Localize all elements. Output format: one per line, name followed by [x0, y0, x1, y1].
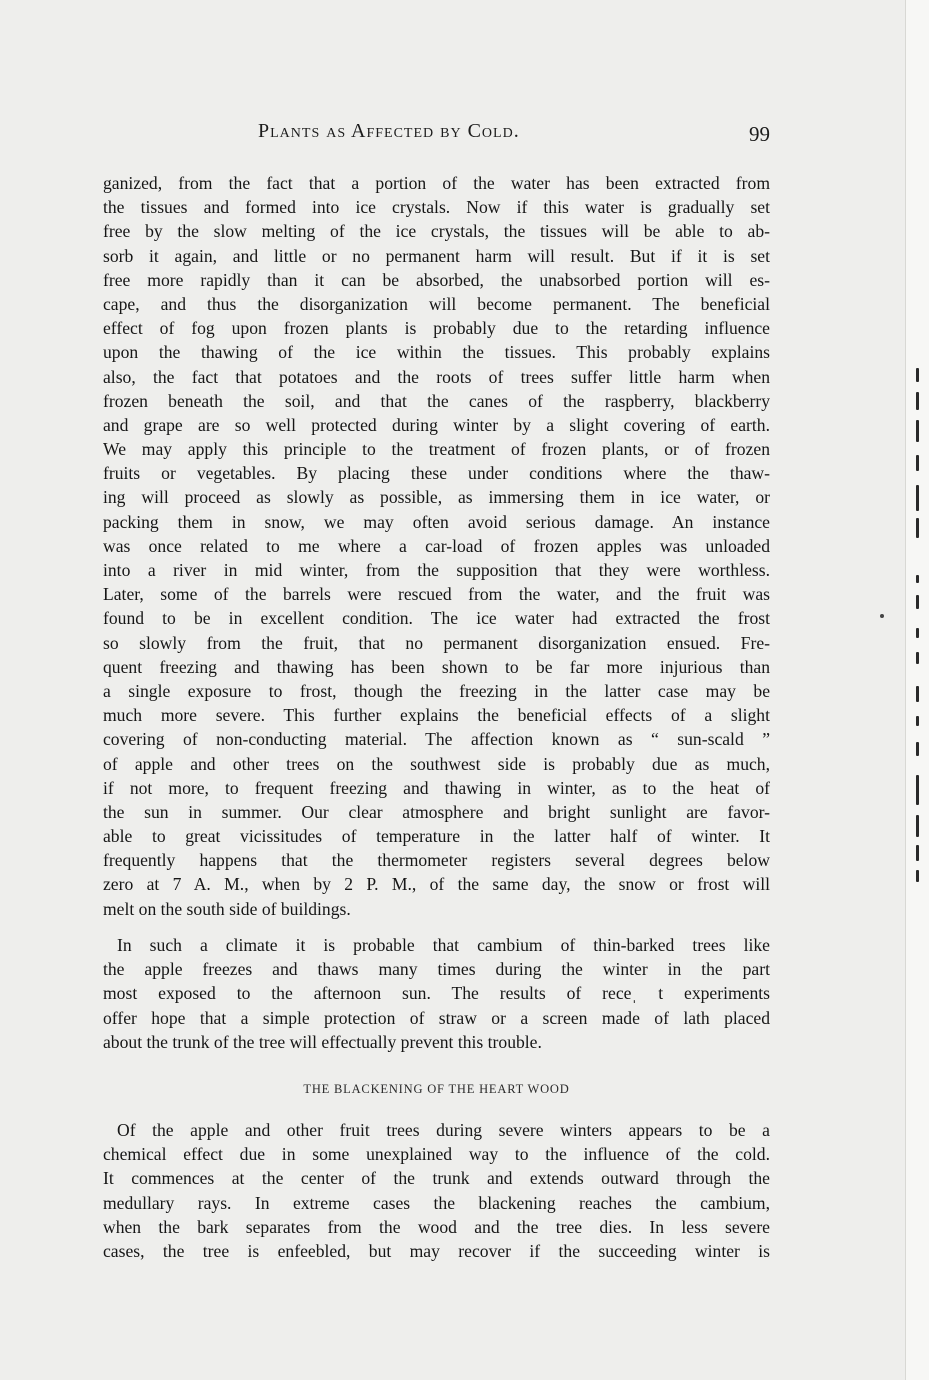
text-line: medullary rays. In extreme cases the blackening reaches the cambium,: [103, 1192, 770, 1213]
edge-mark: [916, 775, 919, 805]
paragraph-1: [103, 171, 770, 921]
edge-mark: [916, 368, 919, 382]
text-line: so slowly from the fruit, that no permanent disorganization ensued. Fre-: [103, 632, 770, 653]
section-heading: THE BLACKENING OF THE HEART WOOD: [303, 1082, 570, 1096]
edge-mark: [916, 518, 919, 538]
edge-mark: [916, 652, 919, 664]
text-line: the apple freezes and thaws many times during the winter in the part: [103, 959, 770, 980]
text-line: sorb it again, and little or no permanent harm will result. But if it is set: [103, 245, 770, 266]
edge-mark: [916, 392, 919, 410]
text-line: frequently happens that the thermometer registers several degrees below: [103, 850, 770, 871]
text-line: effect of fog upon frozen plants is probably due to the retarding influence: [103, 318, 770, 339]
text-line: cape, and thus the disorganization will become permanent. The beneficial: [103, 293, 770, 314]
edge-mark: [916, 455, 919, 471]
adjacent-page-edge: [905, 0, 929, 1380]
text-line: about the trunk of the tree will effectually prevent this trouble.: [103, 1031, 542, 1052]
page-number: 99: [749, 122, 770, 146]
text-line: free more rapidly than it can be absorbed, the unabsorbed portion will es-: [103, 269, 770, 290]
edge-mark: [916, 845, 919, 861]
text-line: We may apply this principle to the treatment of frozen plants, or of frozen: [103, 439, 770, 460]
text-line: able to great vicissitudes of temperature in the latter half of winter. It: [103, 826, 770, 847]
text-line: covering of non-conducting material. The affection known as “ sun-scald ”: [103, 729, 770, 750]
text-line: cases, the tree is enfeebled, but may recover if the succeeding winter is: [103, 1240, 770, 1261]
edge-mark: [916, 815, 919, 837]
text-line: offer hope that a simple protection of straw or a screen made of lath placed: [103, 1007, 770, 1028]
text-line: ganized, from the fact that a portion of the water has been extracted from: [103, 173, 770, 193]
edge-mark: [916, 686, 919, 702]
text-line: ing will proceed as slowly as possible, as immersing them in ice water, or: [103, 487, 770, 508]
text-line: packing them in snow, we may often avoid serious damage. An instance: [103, 511, 770, 532]
text-line: zero at 7 A. M., when by 2 P. M., of the same day, the snow or frost will: [103, 874, 770, 895]
text-line: fruits or vegetables. By placing these under conditions where the thaw-: [103, 463, 770, 484]
text-line: a single exposure to frost, though the freezing in the latter case may be: [103, 680, 770, 701]
text-line: It commences at the center of the trunk and extends outward through the: [103, 1168, 770, 1189]
text-line: most exposed to the afternoon sun. The results of receˌ t experiments: [103, 983, 770, 1004]
paragraph-2: [103, 933, 770, 1054]
ink-speck: [880, 614, 884, 618]
edge-mark: [916, 716, 919, 726]
edge-mark: [916, 742, 919, 756]
text-line: was once related to me where a car-load of frozen apples was unloaded: [103, 535, 770, 556]
text-line: much more severe. This further explains the beneficial effects of a slight: [103, 705, 770, 726]
text-line: the sun in summer. Our clear atmosphere and bright sunlight are favor-: [103, 801, 770, 822]
text-line: of apple and other trees on the southwest side is probably due as much,: [103, 753, 770, 774]
text-line: Of the apple and other fruit trees during severe winters appears to be a: [117, 1120, 770, 1140]
edge-mark: [916, 870, 919, 882]
edge-mark: [916, 628, 919, 638]
edge-mark: [916, 420, 919, 442]
page-header: [103, 118, 770, 152]
text-line: In such a climate it is probable that cambium of thin-barked trees like: [117, 935, 770, 955]
edge-mark: [916, 485, 919, 511]
text-line: free by the slow melting of the ice crystals, the tissues will be able to ab-: [103, 221, 770, 242]
text-line: and grape are so well protected during winter by a slight covering of earth.: [103, 414, 770, 435]
edge-mark: [916, 595, 919, 609]
paragraph-3: [103, 1118, 770, 1263]
text-line: if not more, to frequent freezing and thawing in winter, as to the heat of: [103, 777, 770, 798]
text-line: into a river in mid winter, from the supposition that they were worthless.: [103, 560, 770, 580]
text-line: frozen beneath the soil, and that the canes of the raspberry, blackberry: [103, 390, 770, 411]
text-line: upon the thawing of the ice within the tissues. This probably explains: [103, 342, 770, 363]
text-line: Later, some of the barrels were rescued from the water, and the fruit was: [103, 584, 770, 605]
text-line: when the bark separates from the wood and the tree dies. In less severe: [103, 1216, 770, 1237]
text-line: found to be in excellent condition. The ice water had extracted the frost: [103, 608, 770, 629]
text-line: also, the fact that potatoes and the roots of trees suffer little harm when: [103, 366, 770, 387]
text-line: the tissues and formed into ice crystals. Now if this water is gradually set: [103, 197, 770, 218]
edge-mark: [916, 575, 919, 583]
text-line: chemical effect due in some unexplained way to the influence of the cold.: [103, 1144, 770, 1165]
text-line: melt on the south side of buildings.: [103, 898, 351, 919]
running-title: Plants as Affected by Cold.: [258, 120, 520, 142]
text-line: quent freezing and thawing has been shown to be far more injurious than: [103, 656, 770, 677]
